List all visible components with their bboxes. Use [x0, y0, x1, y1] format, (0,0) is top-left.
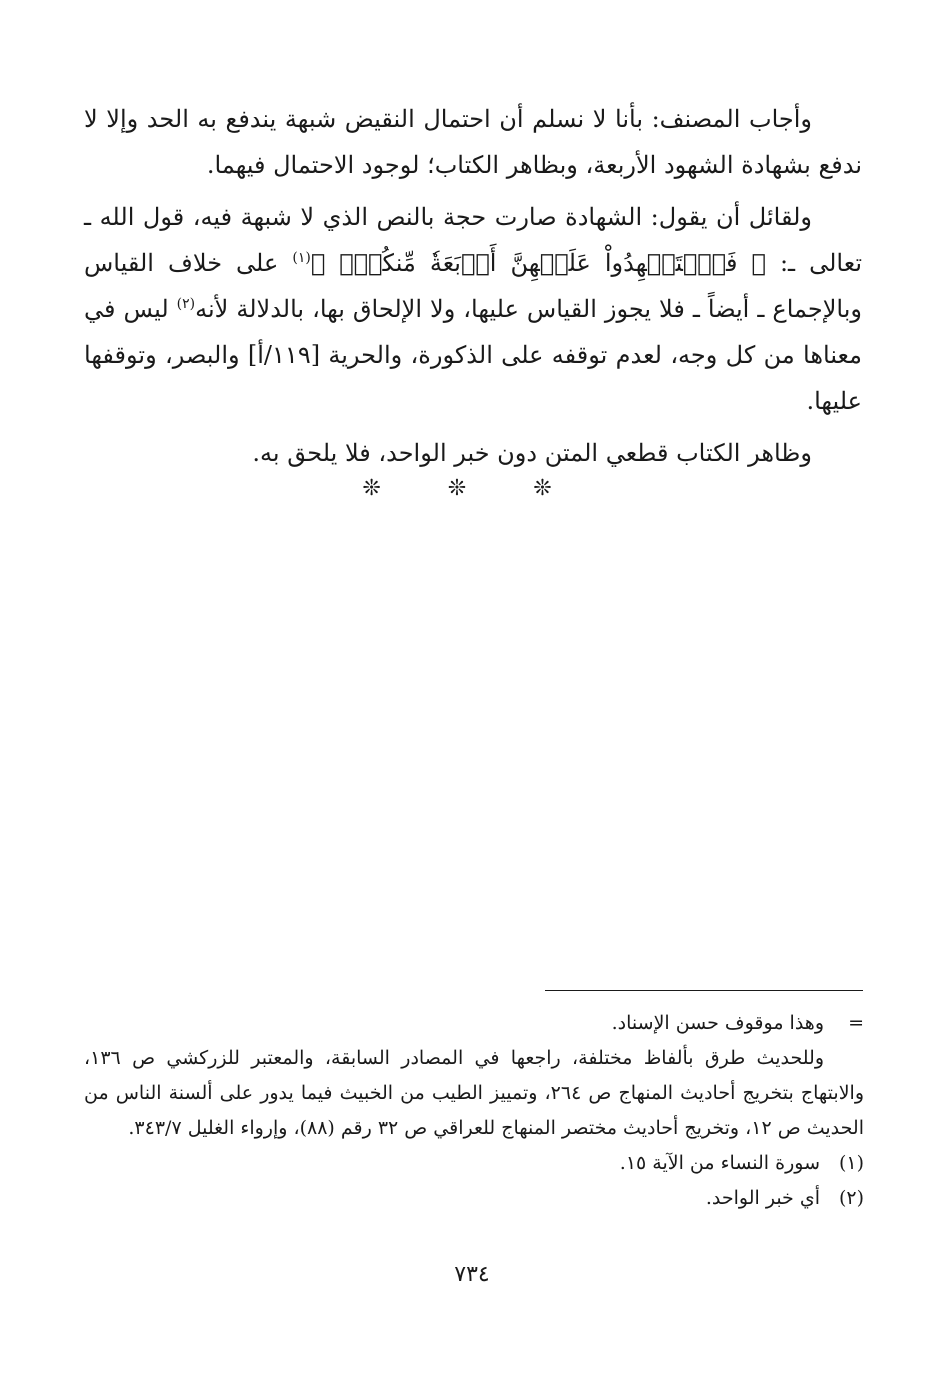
footnote-ref-2[interactable]: (٢)	[176, 296, 196, 312]
main-text	[84, 96, 862, 482]
paragraph-objection-middle: على خلاف القياس وبالإجماع ـ أيضاً ـ فلا يجوز القياس عليها، ولا الإلحاق بها، بالدلالة لأنه	[84, 249, 862, 323]
footnote-continuation-paragraph: وللحديث طرق بألفاظ مختلفة، راجعها في المصادر السابقة، والمعتبر للزركشي ص ١٣٦، والابتهاج بتخريج أحاديث المنهاج ص ٢٦٤، وتمييز الطيب من الخبيث فيما يدور على ألسنة الناس من الحديث ص ١٢، وتخريج أحاديث مختصر المنهاج للعراقي ص ٣٢ رقم (٨٨)، وإرواء الغليل ٣٤٣/٧.	[84, 1047, 864, 1139]
paragraph-objection	[84, 194, 862, 424]
paragraph-objection-intro: ولقائل أن يقول: الشهادة صارت حجة بالنص الذي لا شبهة فيه، قول الله ـ تعالى ـ:	[84, 203, 863, 277]
paragraph-objection-end: ليس في معناها من كل وجه، لعدم توقفه على الذكورة، والحرية [١١٩/أ] والبصر، وتوقفها عليها.	[84, 295, 862, 415]
footnote-1-text: سورة النساء من الآية ١٥.	[619, 1152, 820, 1174]
footnote-2-text: أي خبر الواحد.	[705, 1187, 820, 1209]
continuation-mark: =	[848, 1012, 864, 1034]
section-separator: ❊ ❊ ❊	[362, 476, 582, 501]
footnote-2-number: (٢)	[838, 1187, 864, 1209]
paragraph-response: وأجاب المصنف: بأنا لا نسلم أن احتمال النقيض شبهة يندفع به الحد وإلا لا ندفع بشهادة الشهود الأربعة، وبظاهر الكتاب؛ لوجود الاحتمال فيهما.	[84, 105, 862, 179]
footnote-1-number: (١)	[838, 1152, 864, 1174]
footnote-divider	[545, 990, 863, 991]
footnote-continuation	[84, 1006, 864, 1041]
footnote-2	[84, 1181, 864, 1216]
footnote-ref-1[interactable]: (١)	[292, 250, 311, 266]
footnotes	[84, 1006, 864, 1216]
continuation-line: وهذا موقوف حسن الإسناد.	[611, 1012, 824, 1034]
footnote-1	[84, 1146, 864, 1181]
quran-verse: ﴿ فَٱسۡتَشۡهِدُواْ عَلَيۡهِنَّ أَرۡبَعَةٗ مِّنكُمۡۖ ﴾	[310, 249, 766, 277]
page-number: ٧٣٤	[454, 1262, 490, 1287]
paragraph-conclusion: وظاهر الكتاب قطعي المتن دون خبر الواحد، فلا يلحق به.	[252, 439, 812, 467]
